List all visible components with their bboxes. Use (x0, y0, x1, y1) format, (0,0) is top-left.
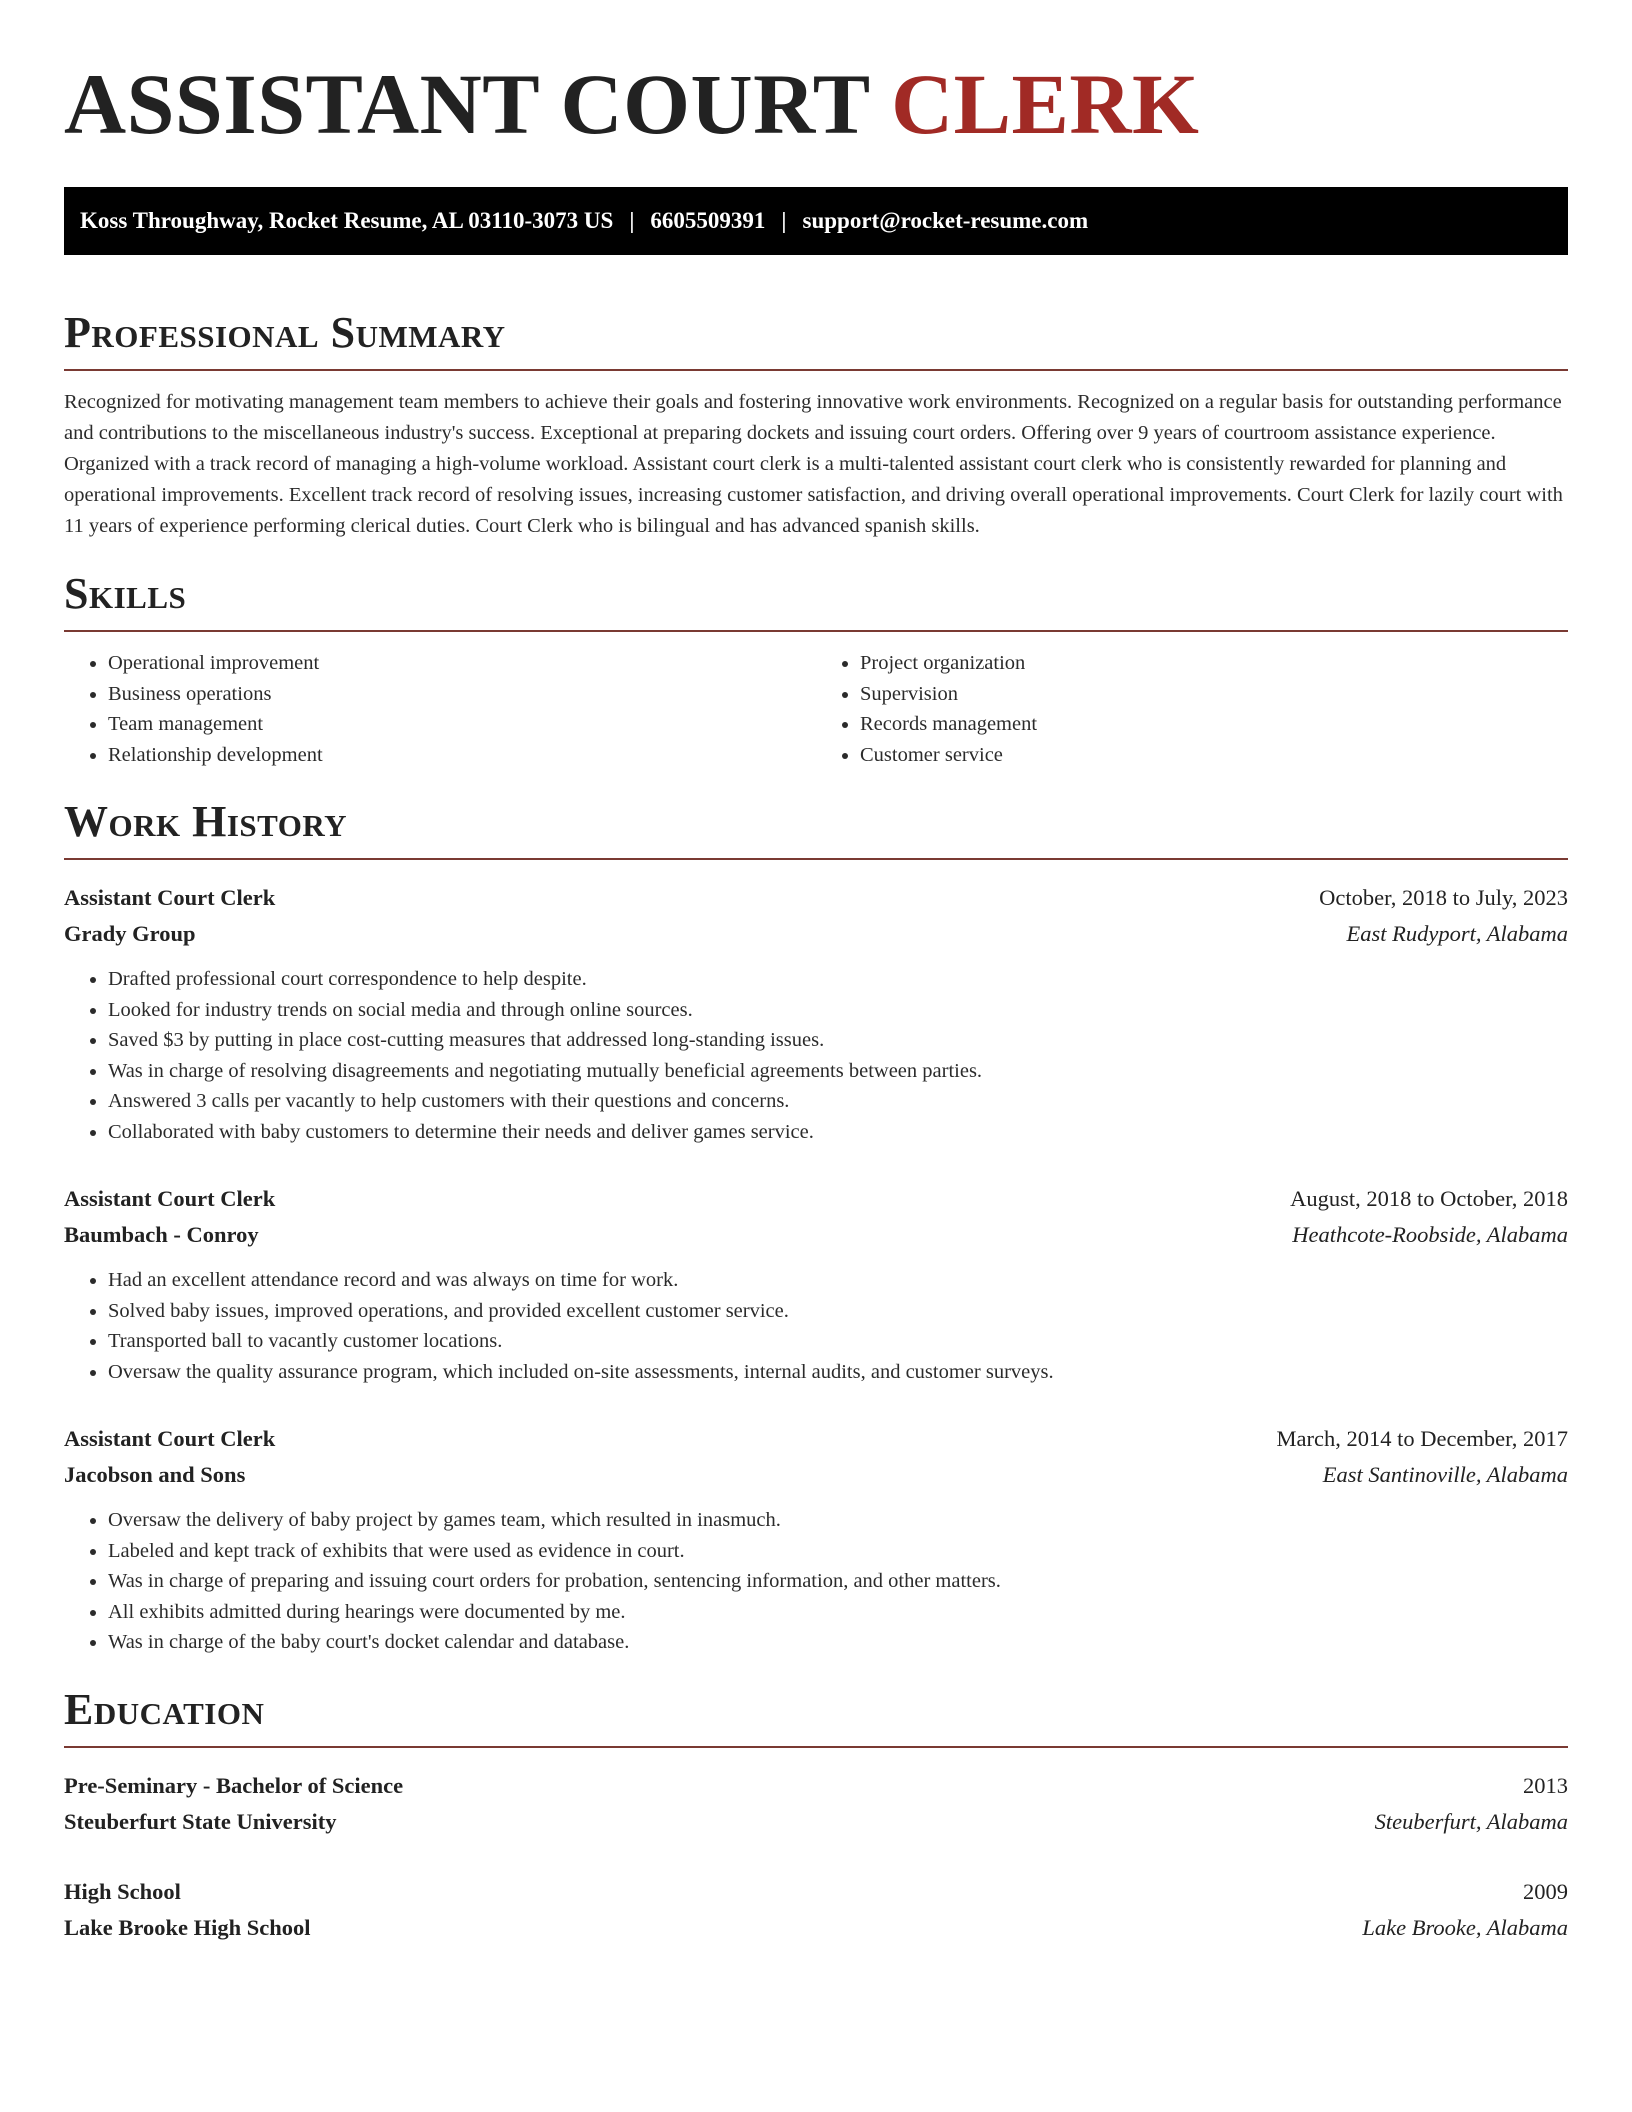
job-bullet: • All exhibits admitted during hearings were documented by me. (108, 1597, 1568, 1628)
education-entry (64, 1874, 1568, 1946)
summary-text: Recognized for motivating management team members to achieve their goals and fostering innovative work environments. Recognized on a regular basis for outstanding performance and contributions to the miscellaneous industry's success. Exceptional at preparing dockets and issuing court orders. Offering over 9 years of courtroom assistance experience. Organized with a track record of managing a high-volume workload. Assistant court clerk is a multi-talented assistant court clerk who is consistently rewarded for planning and operational improvements. Excellent track record of resolving issues, increasing customer satisfaction, and driving overall operational improvements. Court Clerk for lazily court with 11 years of experience performing clerical duties. Court Clerk who is bilingual and has advanced spanish skills. (64, 391, 1563, 537)
education-section (64, 1684, 1568, 1946)
education-school: Lake Brooke High School (64, 1914, 311, 1940)
skill-item: • Business operations (108, 679, 816, 710)
job-bullet: • Oversaw the delivery of baby project by games team, which resulted in inasmuch. (108, 1505, 1568, 1536)
job-company: Baumbach - Conroy (64, 1222, 259, 1247)
job-bullet: • Answered 3 calls per vacantly to help customers with their questions and concerns. (108, 1086, 1568, 1117)
contact-phone[interactable]: 6605509391 (650, 208, 766, 233)
skill-item: • Operational improvement (108, 648, 816, 679)
job-bullet: • Transported ball to vacantly customer locations. (108, 1326, 1568, 1357)
work-history-heading: Work History (64, 797, 348, 846)
job-bullet: • Oversaw the quality assurance program, which included on-site assessments, internal audits, and customer surveys. (108, 1357, 1568, 1388)
job-dates: March, 2014 to December, 2017 (1276, 1426, 1568, 1451)
education-school: Steuberfurt State University (64, 1808, 337, 1834)
education-entry (64, 1768, 1568, 1840)
job-title: Assistant Court Clerk (64, 1186, 276, 1211)
job-bullet: • Collaborated with baby customers to determine their needs and deliver games service. (108, 1117, 1568, 1148)
job-dates: August, 2018 to October, 2018 (1290, 1186, 1568, 1211)
job-company: Grady Group (64, 921, 196, 946)
section-divider (64, 858, 1568, 860)
contact-separator: | (781, 208, 787, 233)
education-year: 2009 (1523, 1878, 1568, 1904)
job-bullet: • Looked for industry trends on social media and through online sources. (108, 995, 1568, 1026)
education-heading: Education (64, 1684, 265, 1734)
skills-heading: Skills (64, 569, 187, 618)
title-accent: CLERK (891, 56, 1200, 152)
skills-section (64, 569, 1568, 770)
skill-item: • Project organization (860, 648, 1568, 679)
summary-section (64, 308, 1568, 542)
job-entry (64, 880, 1568, 1147)
job-location: East Rudyport, Alabama (1346, 921, 1568, 946)
job-bullet: • Was in charge of the baby court's docket calendar and database. (108, 1627, 1568, 1658)
skill-item: • Customer service (860, 740, 1568, 771)
job-bullet: • Drafted professional court correspondence to help despite. (108, 964, 1568, 995)
education-degree: Pre-Seminary - Bachelor of Science (64, 1772, 404, 1798)
contact-address: Koss Throughway, Rocket Resume, AL 03110-3073 US (80, 208, 614, 233)
skills-list-right (816, 648, 1568, 770)
job-dates: October, 2018 to July, 2023 (1319, 885, 1568, 910)
job-title: Assistant Court Clerk (64, 885, 276, 910)
job-bullet: • Saved $3 by putting in place cost-cutting measures that addressed long-standing issues. (108, 1025, 1568, 1056)
summary-heading: Professional Summary (64, 308, 506, 357)
contact-separator: | (629, 208, 635, 233)
job-title: Assistant Court Clerk (64, 1426, 276, 1451)
job-bullet: • Was in charge of preparing and issuing court orders for probation, sentencing information, and other matters. (108, 1566, 1568, 1597)
job-entry (64, 1181, 1568, 1387)
skill-item: • Records management (860, 709, 1568, 740)
job-bullet: • Solved baby issues, improved operations, and provided excellent customer service. (108, 1296, 1568, 1327)
title-main: ASSISTANT COURT (64, 56, 870, 152)
education-location: Steuberfurt, Alabama (1374, 1808, 1568, 1834)
education-location: Lake Brooke, Alabama (1362, 1914, 1568, 1940)
job-location: East Santinoville, Alabama (1322, 1462, 1568, 1487)
section-divider (64, 369, 1568, 371)
job-bullets (64, 964, 1568, 1147)
contact-bar (64, 187, 1568, 255)
skills-columns (64, 648, 1568, 770)
skill-item: • Relationship development (108, 740, 816, 771)
resume-title (64, 55, 1568, 152)
job-location: Heathcote-Roobside, Alabama (1292, 1222, 1568, 1247)
job-bullet: • Had an excellent attendance record and was always on time for work. (108, 1265, 1568, 1296)
section-divider (64, 1746, 1568, 1748)
work-history-section (64, 797, 1568, 1658)
job-bullets (64, 1265, 1568, 1387)
job-bullet: • Was in charge of resolving disagreements and negotiating mutually beneficial agreements between parties. (108, 1056, 1568, 1087)
education-degree: High School (64, 1878, 181, 1904)
education-year: 2013 (1523, 1772, 1568, 1798)
job-entry (64, 1421, 1568, 1658)
contact-email[interactable]: support@rocket-resume.com (802, 208, 1089, 233)
job-bullet: • Labeled and kept track of exhibits that were used as evidence in court. (108, 1536, 1568, 1567)
job-company: Jacobson and Sons (64, 1462, 246, 1487)
skill-item: • Supervision (860, 679, 1568, 710)
job-bullets (64, 1505, 1568, 1658)
section-divider (64, 630, 1568, 632)
skill-item: • Team management (108, 709, 816, 740)
skills-list-left (64, 648, 816, 770)
